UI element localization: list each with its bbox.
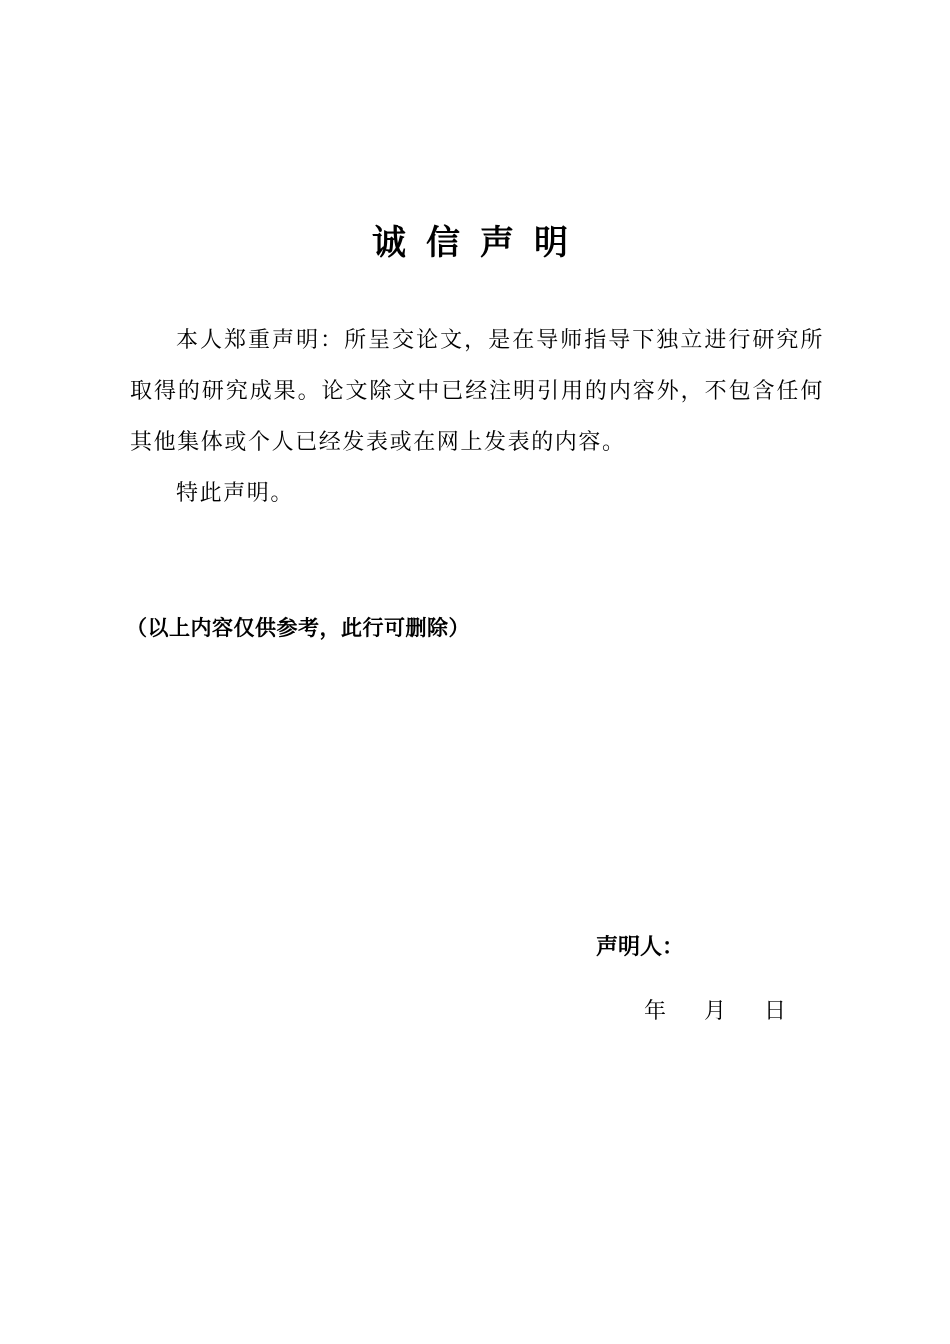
page-title: 诚信声明 — [372, 223, 588, 263]
date-year-label: 年 — [644, 999, 667, 1024]
date-month-label: 月 — [704, 999, 727, 1024]
declaration-body — [130, 315, 824, 519]
closing-paragraph: 特此声明。 — [176, 481, 295, 506]
reference-note: （以上内容仅供参考，此行可删除） — [126, 616, 470, 640]
date-day-label: 日 — [764, 999, 787, 1024]
declaration-paragraph: 本人郑重声明：所呈交论文，是在导师指导下独立进行研究所取得的研究成果。论文除文中已经注明引用的内容外，不包含任何其他集体或个人已经发表或在网上发表的内容。 — [130, 328, 824, 455]
signature-label: 声明人： — [596, 935, 685, 960]
date-line — [644, 992, 786, 1032]
